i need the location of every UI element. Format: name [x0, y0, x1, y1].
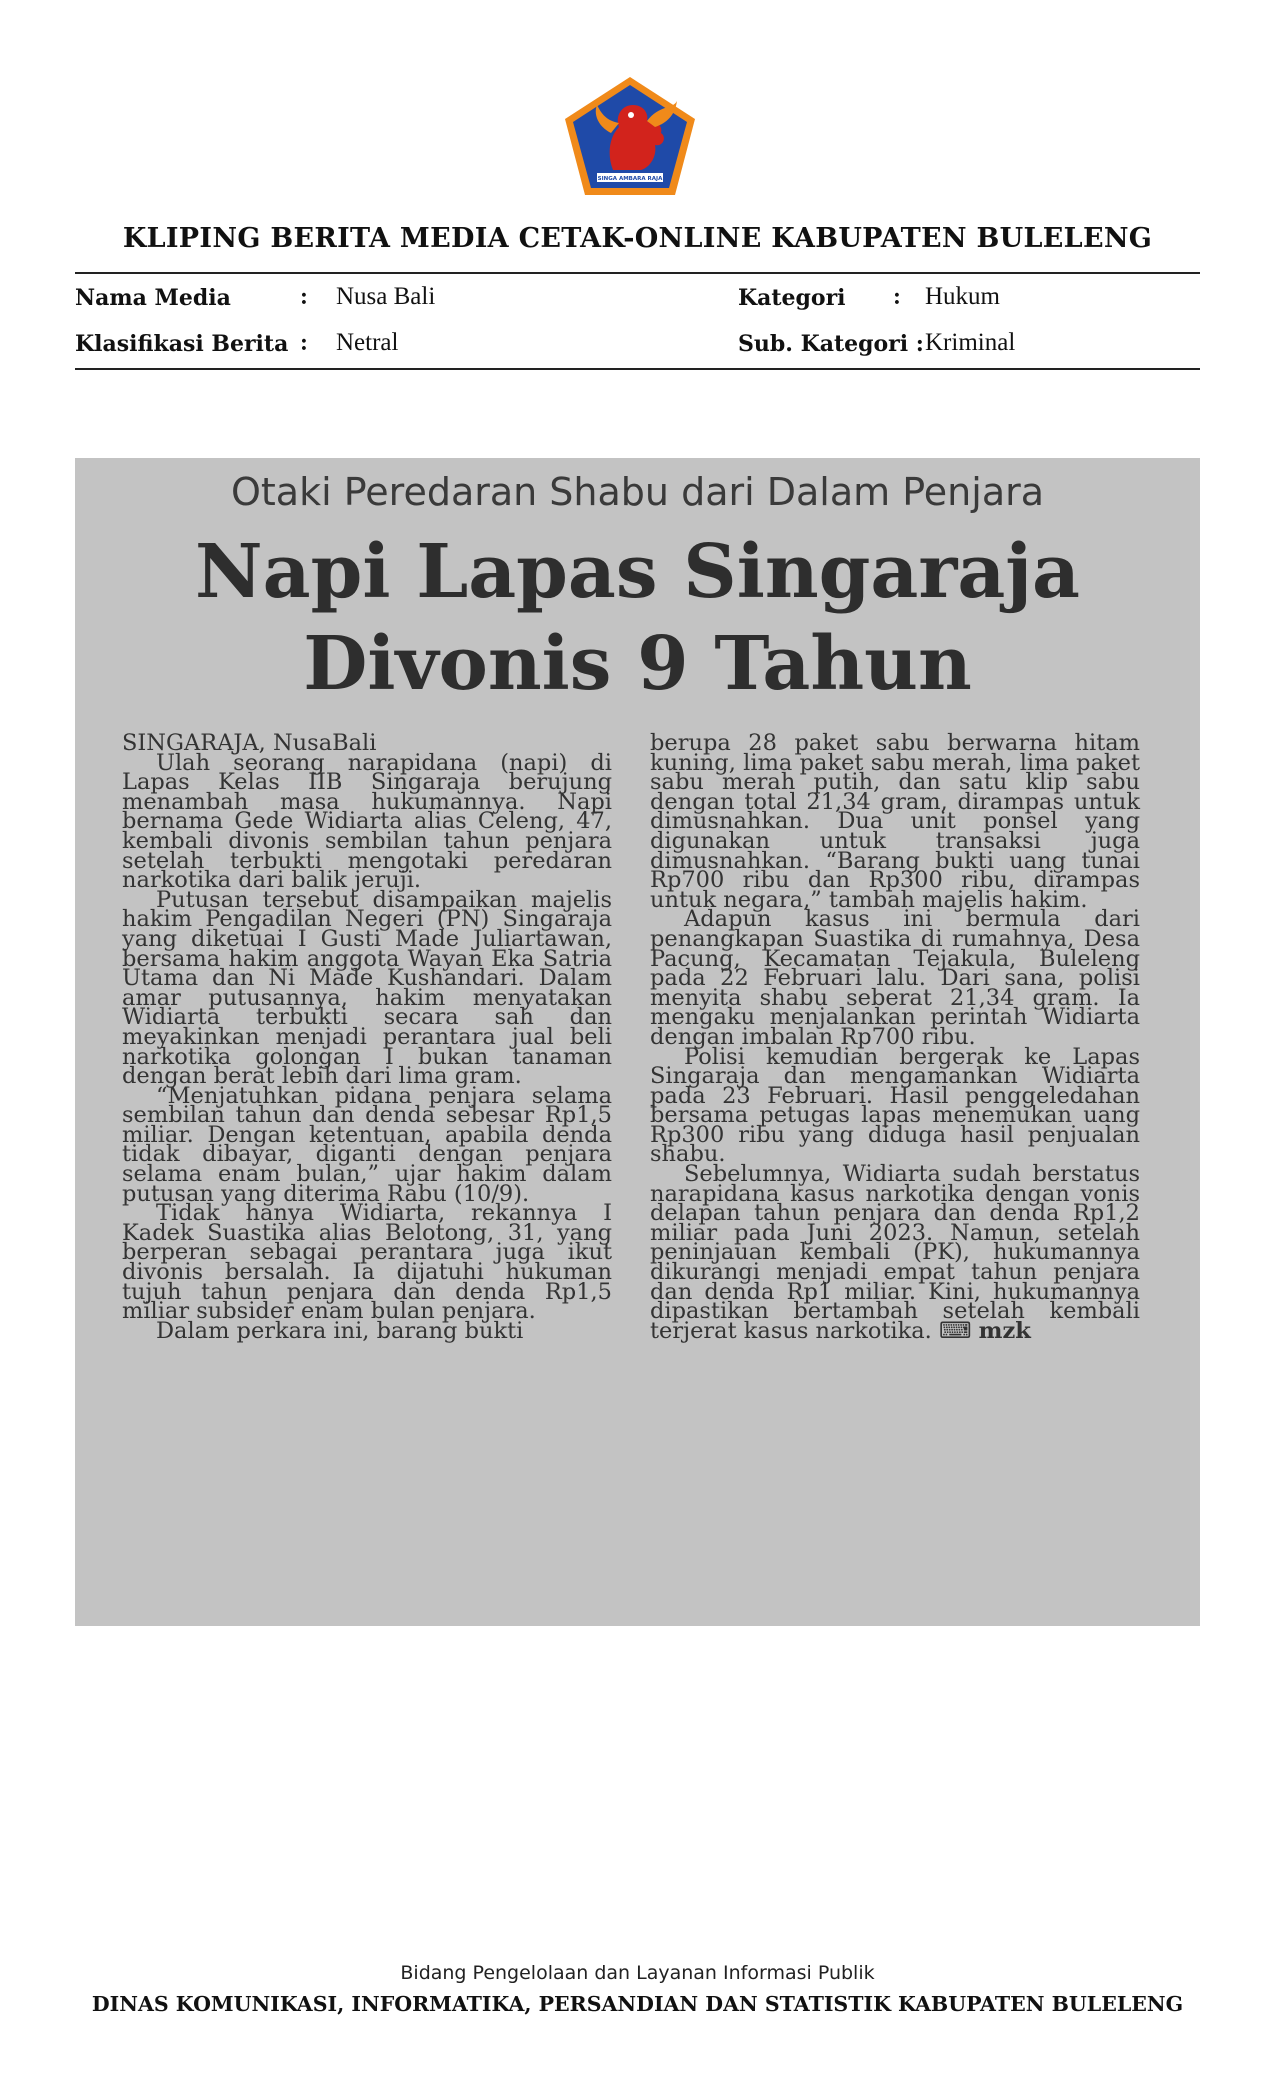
keyboard-icon: ⌨ [939, 1317, 972, 1344]
paragraph: Ulah seorang narapidana (napi) di Lapas Kelas IIB Singaraja berujung menambah masa hukumannya. Napi bernama Gede Widiarta alias Celeng, 47, kembali divonis sembilan tahun penjara setelah terbukti mengotaki peredaran narkotika dari balik jeruji. [122, 749, 612, 894]
colon: : [300, 284, 308, 310]
singa-ambara-raja-logo [563, 75, 697, 197]
paragraph: Tidak hanya Widiarta, rekannya I Kadek Suastika alias Belotong, 31, yang berperan sebagai perantara juga ikut divonis bersalah. Ia dijatuhi hukuman tujuh tahun penjara dan denda Rp1,5 miliar subsider enam bulan penjara. [122, 1200, 612, 1325]
paragraph: berupa 28 paket sabu berwarna hitam kuning, lima paket sabu merah, lima paket sabu merah putih, dan satu klip sabu dengan total 21,34 gram, dirampas untuk dimusnahkan. Dua unit ponsel yang digunakan untuk transaksi juga dimusnahkan. “Barang bukti uang tunai Rp700 ribu dan Rp300 ribu, dirampas untuk negara,” tambah majelis hakim. [650, 730, 1140, 913]
kategori-value: Hukum [925, 283, 1000, 310]
article-dateline: SINGARAJA, NusaBali [122, 730, 377, 756]
colon: : [893, 284, 901, 310]
paragraph: Sebelumnya, Widiarta sudah berstatus narapidana kasus narkotika dengan vonis delapan tahun penjara dan denda Rp1,2 miliar pada Juni 2023. Namun, setelah peninjauan kembali (PK), hukumannya dikurangi menjadi empat tahun penjara dan denda Rp1 miliar. Kini, hukumannya dipastikan bertambah setelah kembali terjerat kasus narkotika. [650, 1161, 1140, 1344]
sub-kategori-label: Sub. Kategori : [738, 331, 924, 357]
article-column-right [650, 730, 1140, 1344]
news-clipping [75, 458, 1200, 1626]
footer-agency: DINAS KOMUNIKASI, INFORMATIKA, PERSANDIAN DAN STATISTIK KABUPATEN BULELENG [91, 1992, 1184, 2016]
paragraph: Polisi kemudian bergerak ke Lapas Singaraja dan mengamankan Widiarta pada 23 Februari. Hasil penggeledahan bersama petugas lapas menemukan uang Rp300 ribu yang diduga hasil penjualan shabu. [650, 1043, 1140, 1168]
paragraph: Putusan tersebut disampaikan majelis hakim Pengadilan Negeri (PN) Singaraja yang diketuai I Gusti Made Juliartawan, bersama hakim anggota Wayan Eka Satria Utama dan Ni Made Kushandari. Dalam amar putusannya, hakim menyatakan Widiarta terbukti secara sah dan meyakinkan menjadi perantara jual beli narkotika golongan I bukan tanaman dengan berat lebih dari lima gram. [122, 886, 612, 1090]
klasifikasi-value: Netral [336, 329, 399, 356]
klasifikasi-label: Klasifikasi Berita [75, 331, 289, 357]
article-column-left [122, 730, 612, 1344]
article-kicker: Otaki Peredaran Shabu dari Dalam Penjara [230, 470, 1045, 514]
logo-text: SINGA AMBARA RAJA [597, 176, 663, 182]
paragraph: Adapun kasus ini bermula dari penangkapan Suastika di rumahnya, Desa Pacung, Kecamatan Tejakula, Buleleng pada 22 Februari lalu. Dari sana, polisi menyita shabu seberat 21,34 gram. Ia mengaku menjalankan perintah Widiarta dengan imbalan Rp700 ribu. [650, 906, 1140, 1050]
headline-line-2: Divonis 9 Tahun [303, 621, 972, 707]
colon: : [300, 330, 308, 356]
paragraph: “Menjatuhkan pidana penjara selama sembilan tahun dan denda sebesar Rp1,5 miliar. Dengan ketentuan, apabila denda tidak dibayar, diganti dengan penjara selama enam bulan,” ujar hakim dalam putusan yang diterima Rabu (10/9). [122, 1082, 612, 1207]
sub-kategori-value: Kriminal [925, 329, 1016, 356]
footer-unit: Bidang Pengelolaan dan Layanan Informasi Publik [400, 1962, 875, 1984]
article-headline [75, 526, 1200, 710]
nama-media-value: Nusa Bali [336, 283, 436, 310]
paragraph: Dalam perkara ini, barang bukti [156, 1317, 524, 1344]
kategori-label: Kategori [738, 285, 846, 311]
headline-line-1: Napi Lapas Singaraja [194, 529, 1080, 615]
article-byline: mzk [978, 1317, 1031, 1344]
top-divider [75, 272, 1200, 274]
document-title: KLIPING BERITA MEDIA CETAK-ONLINE KABUPATEN BULELENG [122, 223, 1153, 254]
meta-divider [75, 368, 1200, 370]
nama-media-label: Nama Media [75, 285, 231, 311]
